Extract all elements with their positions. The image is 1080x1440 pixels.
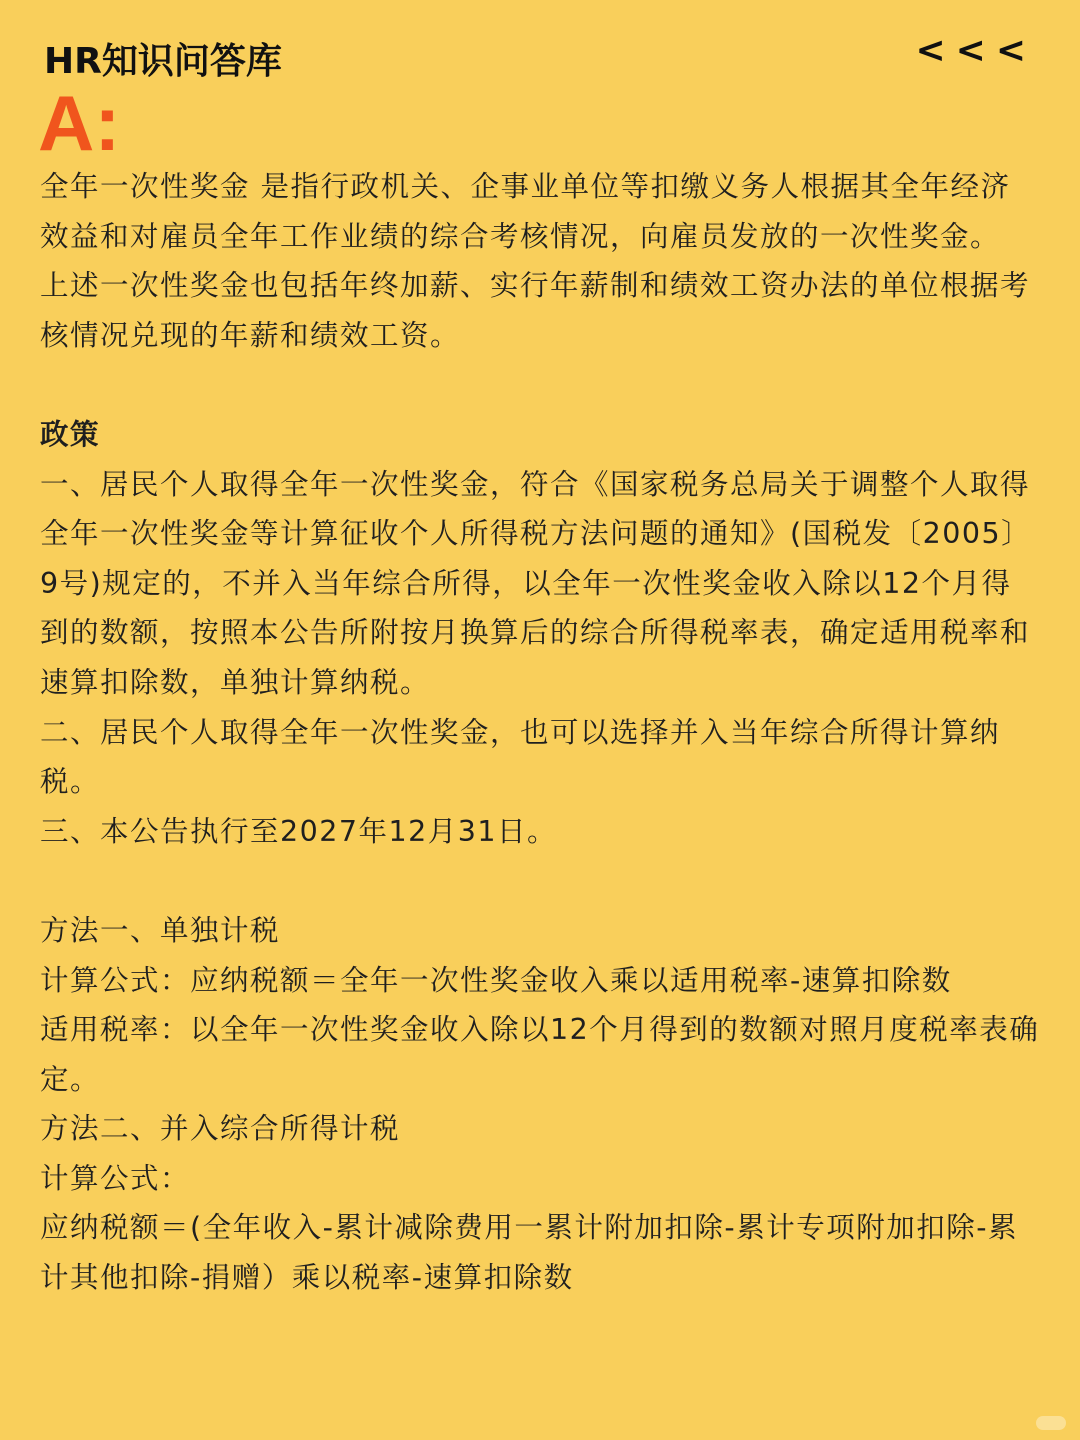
page-title: HR知识问答库 [44,41,282,82]
method-2-formula: 应纳税额＝(全年收入-累计减除费用一累计附加扣除-累计专项附加扣除-累计其他扣除-捐赠）乘以税率-速算扣除数 [40,1211,1018,1295]
back-arrows-icon[interactable]: <<< [915,30,1036,71]
spacer [40,360,1040,410]
policy-item-3: 三、本公告执行至2027年12月31日。 [40,814,558,848]
method-1-rate: 适用税率：以全年一次性奖金收入除以12个月得到的数额对照月度税率表确定。 [40,1013,1040,1096]
method-1-formula: 计算公式：应纳税额＝全年一次性奖金收入乘以适用税率-速算扣除数 [40,963,952,997]
answer-label: A: [38,79,121,167]
policy-item-2: 二、居民个人取得全年一次性奖金，也可以选择并入当年综合所得计算纳税。 [40,715,1001,799]
method-2-formula-label: 计算公式： [40,1161,191,1195]
intro-paragraph-1: 全年一次性奖金 是指行政机关、企事业单位等扣缴义务人根据其全年经济效益和对雇员全年工作业绩的综合考核情况，向雇员发放的一次性奖金。 [40,170,1011,253]
article-body [40,162,1040,1303]
method-1-title: 方法一、单独计税 [40,913,281,947]
watermark-badge [1036,1416,1066,1430]
policy-item-1: 一、居民个人取得全年一次性奖金，符合《国家税务总局关于调整个人取得全年一次性奖金等计算征收个人所得税方法问题的通知》(国税发〔2005〕9号)规定的，不并入当年综合所得，以全年一次性奖金收入除以12个月得到的数额，按照本公告所附按月换算后的综合所得税率表，确定适用税率和速算扣除数，单独计算纳税。 [40,467,1032,699]
intro-paragraph-2: 上述一次性奖金也包括年终加薪、实行年薪制和绩效工资办法的单位根据考核情况兑现的年薪和绩效工资。 [40,269,1031,352]
policy-heading: 政策 [40,417,101,451]
method-2-title: 方法二、并入综合所得计税 [40,1112,401,1146]
spacer [40,856,1040,906]
